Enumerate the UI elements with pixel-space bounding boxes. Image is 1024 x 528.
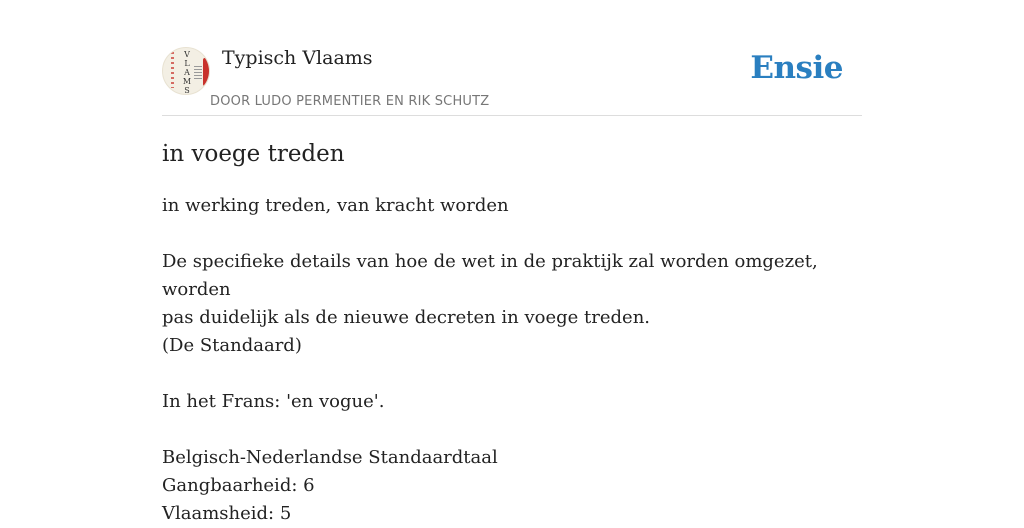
note: In het Frans: 'en vogue'.: [162, 391, 385, 412]
definition: in werking treden, van kracht worden: [162, 195, 509, 216]
header: [162, 0, 862, 116]
brand-logo[interactable]: Ensie: [750, 50, 843, 86]
gangbaarheid: Gangbaarheid: 6: [162, 475, 315, 496]
avatar[interactable]: [162, 47, 210, 95]
blog-title[interactable]: Typisch Vlaams: [222, 47, 373, 69]
entry-content: [162, 192, 862, 528]
avatar-logo-text: V L A M S: [182, 50, 192, 95]
page: [162, 0, 862, 524]
avatar-decoration-lines: [194, 66, 202, 80]
byline: DOOR LUDO PERMENTIER EN RIK SCHUTZ: [210, 94, 490, 109]
example-source: (De Standaard): [162, 335, 302, 356]
example-line-2: pas duidelijk als de nieuwe decreten in voege treden.: [162, 307, 651, 328]
vlaamsheid: Vlaamsheid: 5: [162, 503, 292, 524]
example-line-1: De specifieke details van hoe de wet in de praktijk zal worden omgezet, worden: [162, 251, 818, 300]
entry-title: in voege treden: [162, 141, 345, 167]
avatar-decoration: [171, 52, 174, 88]
language-label: Belgisch-Nederlandse Standaardtaal: [162, 447, 498, 468]
avatar-red-bar: [203, 58, 209, 86]
